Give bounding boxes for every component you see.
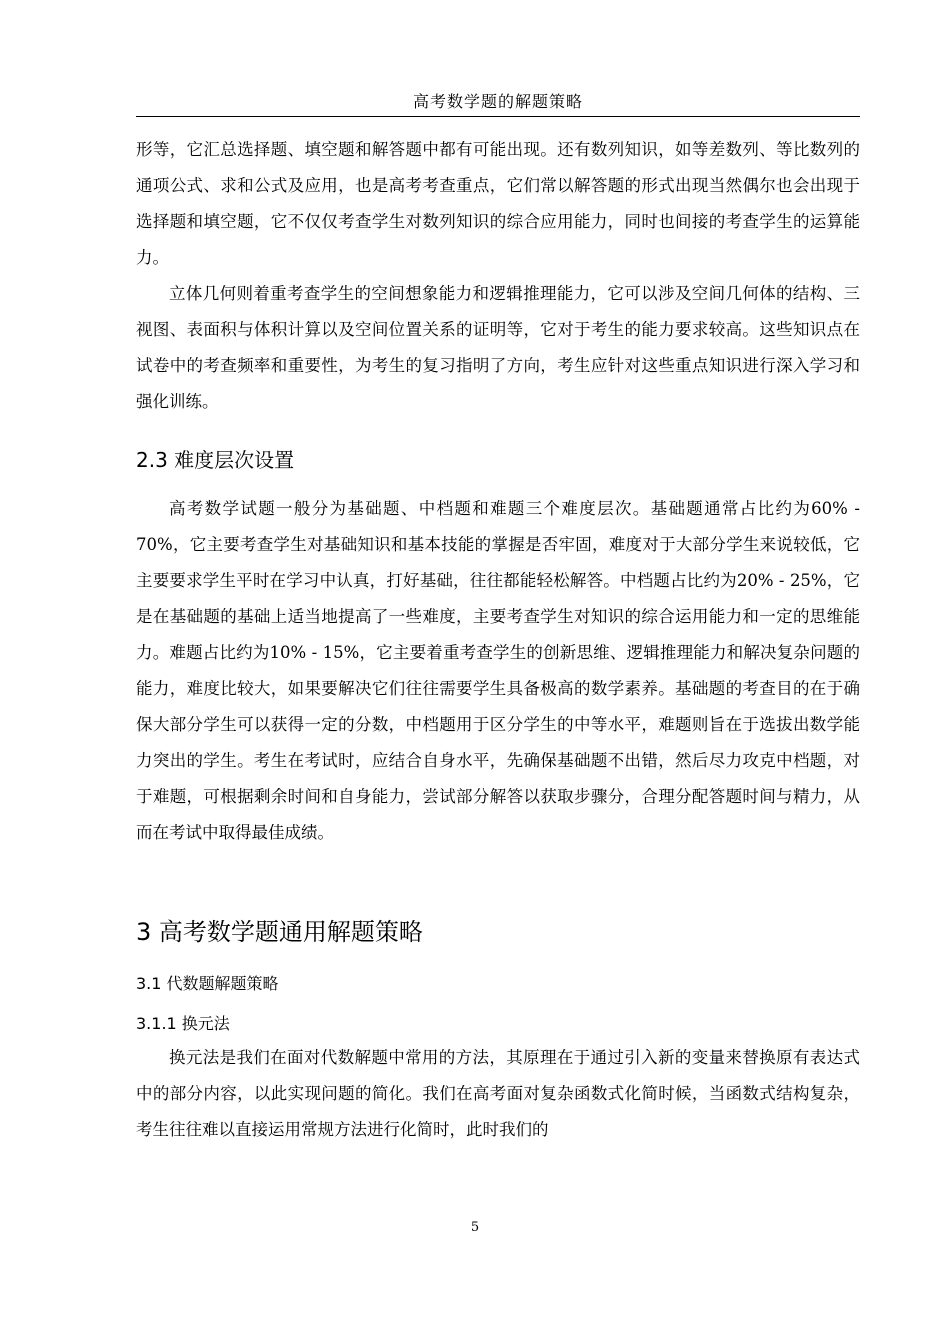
paragraph-solid-geometry: 立体几何则着重考查学生的空间想象能力和逻辑推理能力，它可以涉及空间几何体的结构、三视图、表面积与体积计算以及空间位置关系的证明等，它对于考生的能力要求较高。这些知识点在试卷中的考查频率和重要性，为考生的复习指明了方向，考生应针对这些重点知识进行深入学习和强化训练。	[136, 284, 860, 411]
paragraph-difficulty-levels: 高考数学试题一般分为基础题、中档题和难题三个难度层次。基础题通常占比约为60% - 70%，它主要考查学生对基础知识和基本技能的掌握是否牢固，难度对于大部分学生来说较低，它主要要求学生平时在学习中认真，打好基础，往往都能轻松解答。中档题占比约为20% - 25%，它是在基础题的基础上适当地提高了一些难度，主要考查学生对知识的综合运用能力和一定的思维能力。难题占比约为10% - 15%，它主要着重考查学生的创新思维、逻辑推理能力和解决复杂问题的能力，难度比较大，如果要解决它们往往需要学生具备极高的数学素养。基础题的考查目的在于确保大部分学生可以获得一定的分数，中档题用于区分学生的中等水平，难题则旨在于选拔出数学能力突出的学生。考生在考试时，应结合自身水平，先确保基础题不出错，然后尽力攻克中档题，对于难题，可根据剩余时间和自身能力，尝试部分解答以获取步骤分，合理分配答题时间与精力，从而在考试中取得最佳成绩。	[136, 499, 860, 842]
subsection-heading-3-1-1: 3.1.1 换元法	[136, 1014, 230, 1033]
chapter-heading-3: 3 高考数学题通用解题策略	[136, 918, 423, 946]
section-heading-3-1: 3.1 代数题解题策略	[136, 974, 279, 993]
page-number: 5	[470, 1220, 480, 1235]
header-title: 高考数学题的解题策略	[412, 92, 583, 111]
section-heading-2-3: 2.3 难度层次设置	[136, 448, 295, 472]
paragraph-sequences: 形等，它汇总选择题、填空题和解答题中都有可能出现。还有数列知识，如等差数列、等比数列的通项公式、求和公式及应用，也是高考考查重点，它们常以解答题的形式出现当然偶尔也会出现于选择题和填空题，它不仅仅考查学生对数列知识的综合应用能力，同时也间接的考查学生的运算能力。	[136, 140, 860, 267]
page-header	[136, 90, 860, 117]
paragraph-substitution-method: 换元法是我们在面对代数解题中常用的方法，其原理在于通过引入新的变量来替换原有表达式中的部分内容，以此实现问题的简化。我们在高考面对复杂函数式化简时候，当函数式结构复杂，考生往往难以直接运用常规方法进行化简时，此时我们的	[136, 1048, 860, 1139]
